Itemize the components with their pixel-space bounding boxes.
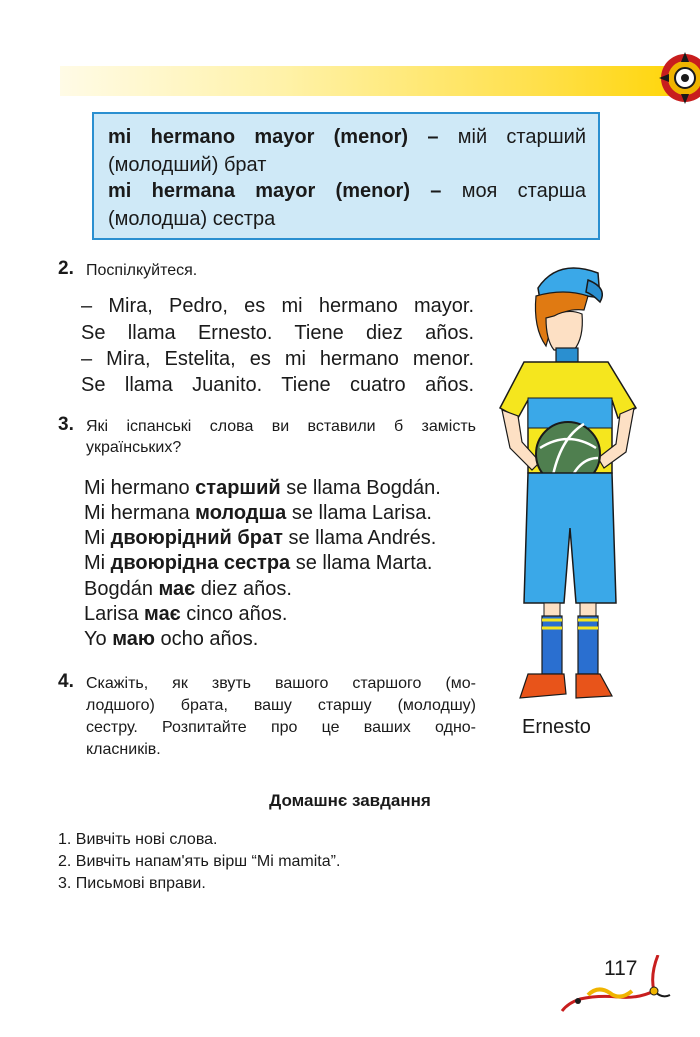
homework-item: 2. Вивчіть напам'ять вірш “Mi mamita”. [58,853,341,870]
dialog-line: – Mira, Estelita, es mi hermano menor. [81,348,474,370]
dialog-line: Se llama Juanito. Tiene cuatro años. [81,374,474,396]
fill-ukrainian-word: має [144,603,181,625]
corner-ornament-icon [655,48,700,108]
vocab-uk-translation: моя старша [461,180,587,202]
fill-in-line [84,576,292,602]
bottom-ornament-icon [558,955,678,1015]
vocab-line-brother [108,122,586,152]
fill-post: se llama Marta. [290,552,433,574]
fill-ukrainian-word: має [158,578,196,600]
fill-pre: Mi hermano [84,477,196,499]
fill-post: se llama Bogdán. [280,477,441,499]
vocab-line-sister-cont: (молодша) сестра [108,208,276,230]
fill-pre: Mi [84,527,111,549]
fill-ukrainian-word: двоюрідний брат [110,527,283,549]
vocab-uk-translation: мій старший [457,126,586,148]
vocab-es-term: mi hermana mayor (menor) [108,180,410,202]
exercise-3-number: 3. [58,414,74,435]
fill-pre: Mi hermana [84,502,196,524]
exercise-4-line: лодшого) брата, вашу старшу (молодшу) [86,697,476,714]
fill-in-line [84,525,436,551]
exercise-2-number: 2. [58,258,74,279]
fill-pre: Mi [84,552,111,574]
page-number: 117 [604,957,638,980]
exercise-3-instruction-line2: українських? [86,439,182,456]
vocab-es-term: mi hermano mayor (menor) [108,126,409,148]
homework-item: 3. Письмові вправи. [58,875,206,892]
fill-post: se llama Larisa. [286,502,432,524]
fill-in-line [84,550,432,576]
fill-in-line [84,500,432,526]
homework-item: 1. Вивчіть нові слова. [58,831,218,848]
exercise-4-line: сестру. Розпитайте про це ваших одно- [86,719,476,736]
illustration-caption: Ernesto [522,716,591,738]
vocabulary-box [92,112,600,240]
fill-post: ocho años. [154,628,259,650]
homework-title: Домашнє завдання [269,791,431,810]
fill-pre: Yo [84,628,113,650]
header-gradient-bar [60,66,700,96]
fill-ukrainian-word: двоюрідна сестра [110,552,291,574]
exercise-4-line: класників. [86,741,161,758]
fill-ukrainian-word: старший [195,477,281,499]
exercise-4-line: Скажіть, як звуть вашого старшого (мо- [86,675,476,692]
fill-post: diez años. [195,578,292,600]
exercise-3-instruction-line1: Які іспанські слова ви вставили б замість [86,418,476,435]
vocab-line-brother-cont: (молодший) брат [108,154,267,176]
vocab-dash: – [427,126,439,148]
fill-in-line [84,601,287,627]
exercise-4-number: 4. [58,671,74,692]
fill-post: cinco años. [180,603,288,625]
fill-in-line [84,626,258,652]
fill-pre: Bogdán [84,578,159,600]
boy-illustration [488,258,648,708]
fill-ukrainian-word: маю [112,628,155,650]
vocab-dash: – [430,180,442,202]
fill-in-line [84,475,441,501]
exercise-2-instruction: Поспілкуйтеся. [86,262,198,279]
fill-post: se llama Andrés. [282,527,437,549]
fill-ukrainian-word: молодша [195,502,287,524]
dialog-line: Se llama Ernesto. Tiene diez años. [81,322,474,344]
dialog-line: – Mira, Pedro, es mi hermano mayor. [81,295,474,317]
vocab-line-sister [108,176,586,206]
fill-pre: Larisa [84,603,145,625]
